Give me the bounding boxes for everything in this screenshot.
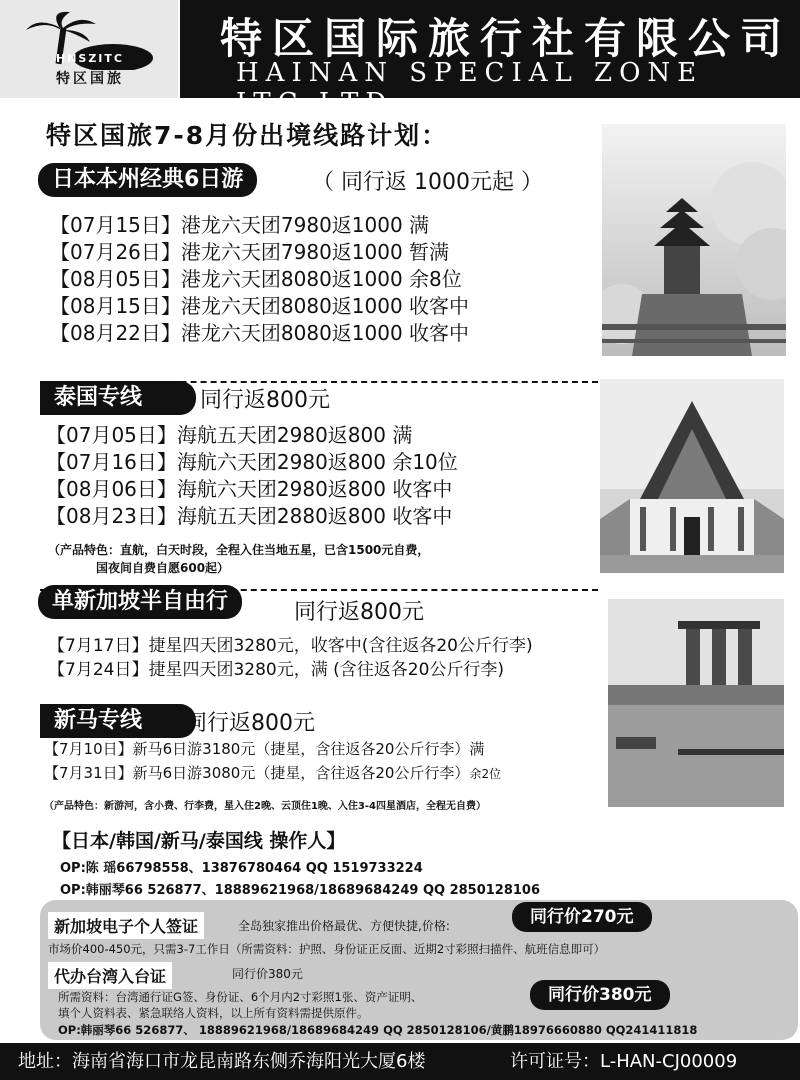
logo bbox=[0, 0, 180, 98]
tw-permit-price-badge: 同行价380元 bbox=[530, 980, 670, 1010]
list-item: 【08月05日】港龙六天团8080返1000 余8位 bbox=[50, 267, 462, 291]
thailand-temple-photo bbox=[600, 379, 784, 573]
sg-visa-market: 市场价400-450元，只需3-7工作日（所需资料：护照、身份证正反面、近期2寸彩照扫描件、航班信息即可） bbox=[48, 942, 606, 956]
list-item: 【7月10日】新马6日游3180元（捷星，含往返各20公斤行李）满 bbox=[44, 740, 485, 758]
sgmy-note: 同行返800元 bbox=[185, 711, 315, 736]
sg-visa-price-badge: 同行价270元 bbox=[512, 902, 652, 932]
singapore-note: 同行返800元 bbox=[294, 600, 424, 625]
company-name-en: HAINAN SPECIAL ZONE ITC.LTD bbox=[236, 58, 704, 118]
thailand-rows bbox=[46, 422, 458, 530]
header bbox=[0, 0, 800, 118]
japan-tag: 日本本州经典6日游 bbox=[38, 163, 257, 197]
tw-permit-requirements-2: 填个人资料表、紧急联络人资料，以上所有资料需提供原件。 bbox=[58, 1006, 369, 1020]
singapore-tag: 单新加坡半自由行 bbox=[38, 585, 242, 619]
singapore-marina-photo bbox=[608, 599, 784, 807]
footer-address: 地址：海南省海口市龙昆南路东侧乔海阳光大厦6楼 bbox=[18, 1051, 426, 1072]
list-item: 【07月05日】海航五天团2980返800 满 bbox=[46, 423, 413, 447]
visa-operator-line: OP:韩丽琴66 526877、 18889621968/18689684249 QQ 2850128106/黄鹏18976660880 QQ241411818 bbox=[58, 1023, 698, 1037]
sg-visa-title: 新加坡电子个人签证 bbox=[48, 912, 204, 939]
sgmy-rows bbox=[44, 737, 501, 786]
operator-line-1: OP:陈 瑶66798558、13876780464 QQ 1519733224 bbox=[60, 861, 423, 876]
operators-title: 【日本/韩国/新马/泰国线 操作人】 bbox=[52, 830, 346, 852]
thailand-note: 同行返800元 bbox=[200, 388, 330, 413]
list-item-suffix: 余2位 bbox=[469, 767, 502, 781]
operator-line-2: OP:韩丽琴66 526877、18889621968/18689684249 QQ 2850128106 bbox=[60, 883, 541, 898]
list-item: 【08月15日】港龙六天团8080返1000 收客中 bbox=[50, 294, 470, 318]
japan-note: （ 同行返 1000元起 ） bbox=[312, 170, 543, 195]
footer bbox=[0, 1043, 800, 1080]
sgmy-tag: 新马专线 bbox=[40, 704, 196, 738]
company-banner bbox=[180, 0, 800, 118]
company-name-cn: 特区国际旅行社有限公司 bbox=[220, 14, 793, 63]
list-item: 【08月22日】港龙六天团8080返1000 收客中 bbox=[50, 321, 470, 345]
logo-text-en: HNSZITC bbox=[56, 52, 124, 65]
sg-visa-desc: 全岛独家推出价格最优、方便快捷,价格: bbox=[238, 919, 450, 933]
japan-castle-photo bbox=[602, 124, 786, 356]
list-item: 【07月16日】海航六天团2980返800 余10位 bbox=[46, 450, 458, 474]
list-item: 【07月15日】港龙六天团7980返1000 满 bbox=[50, 213, 430, 237]
tw-permit-price: 同行价380元 bbox=[232, 967, 303, 981]
thailand-tag: 泰国专线 bbox=[40, 381, 196, 415]
sgmy-features: （产品特色：新游河，含小费、行李费，星入住2晚、云顶住1晚、入住3-4四星酒店，全程无自费） bbox=[44, 801, 486, 812]
japan-rows bbox=[50, 212, 469, 347]
list-item-text: 【7月31日】新马6日游3080元（捷星，含往返各20公斤行李） bbox=[44, 764, 470, 782]
tw-permit-title: 代办台湾入台证 bbox=[48, 962, 172, 989]
tw-permit-requirements-1: 所需资料：台湾通行证G签、身份证、6个月内2寸彩照1张、资产证明、 bbox=[58, 990, 423, 1004]
list-item: 【07月26日】港龙六天团7980返1000 暂满 bbox=[50, 240, 450, 264]
list-item: 【7月17日】捷星四天团3280元，收客中(含往返各20公斤行李) bbox=[48, 636, 533, 656]
footer-license: 许可证号：L-HAN-CJ00009 bbox=[510, 1051, 738, 1072]
singapore-rows bbox=[48, 634, 533, 682]
list-item: 【08月23日】海航五天团2880返800 收客中 bbox=[46, 504, 453, 528]
logo-text-cn: 特区国旅 bbox=[56, 71, 124, 87]
thailand-features-2: 国夜间自费自愿600起） bbox=[96, 561, 230, 575]
list-item: 【7月24日】捷星四天团3280元，满 (含往返各20公斤行李) bbox=[48, 660, 505, 680]
list-item bbox=[44, 761, 501, 786]
thailand-features-1: （产品特色：直航，白天时段，全程入住当地五星，已含1500元自费， bbox=[48, 543, 430, 557]
plan-title: 特区国旅7-8月份出境线路计划： bbox=[46, 121, 449, 150]
list-item: 【08月06日】海航六天团2980返800 收客中 bbox=[46, 477, 453, 501]
